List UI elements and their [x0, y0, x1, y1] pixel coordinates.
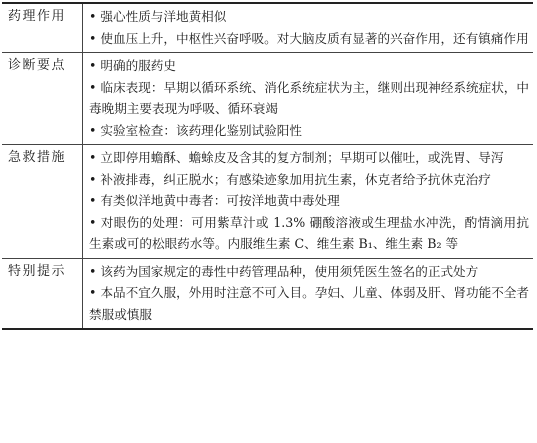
- row-content: [83, 258, 534, 329]
- bullet-item: • 立即停用蟾酥、蟾蜍皮及含其的复方制剂；早期可以催吐，或洗胃、导泻: [89, 150, 504, 165]
- row-label: 急救措施: [2, 145, 83, 259]
- table-row-emergency: [2, 145, 533, 259]
- bullet-item: • 该药为国家规定的毒性中药管理品种，使用须凭医生签名的正式处方: [89, 263, 479, 279]
- bullet-item: • 有类似洋地黄中毒者：可按洋地黄中毒处理: [89, 193, 340, 208]
- table-row-diagnosis: [2, 53, 533, 145]
- bullet-item: • 本品不宜久服，外用时注意不可入目。孕妇、儿童、体弱及肝、肾功能不全者禁服或慎服: [89, 285, 529, 322]
- row-label: 诊断要点: [2, 53, 83, 145]
- bullet-item: • 补液排毒，纠正脱水；有感染迹象加用抗生素，休克者给予抗休克治疗: [89, 171, 491, 187]
- bullet-item: • 对眼伤的处理：可用紫草汁或 1.3% 硼酸溶液或生理盐水冲洗，酌情滴用抗生素或可的松眼药水等。内服维生素 C、维生素 B₁、维生素 B₂ 等: [89, 214, 529, 251]
- drug-info-table: [2, 2, 533, 330]
- row-label: 特别提示: [2, 258, 83, 329]
- row-content: [83, 145, 534, 259]
- table-row-special-notes: [2, 258, 533, 329]
- bullet-item: • 使血压上升，中枢性兴奋呼吸。对大脑皮质有显著的兴奋作用，还有镇痛作用: [89, 30, 529, 46]
- bullet-item: • 实验室检查：该药理化鉴别试验阳性: [89, 122, 302, 138]
- bullet-item: • 明确的服药史: [89, 58, 176, 73]
- row-label: 药理作用: [2, 3, 83, 53]
- row-content: [83, 53, 534, 145]
- bullet-item: • 强心性质与洋地黄相似: [89, 9, 227, 24]
- row-content: [83, 3, 534, 53]
- bullet-item: • 临床表现：早期以循环系统、消化系统症状为主，继则出现神经系统症状，中毒晚期主要表现为呼吸、循环衰竭: [89, 79, 529, 116]
- table-row-pharmacology: [2, 3, 533, 53]
